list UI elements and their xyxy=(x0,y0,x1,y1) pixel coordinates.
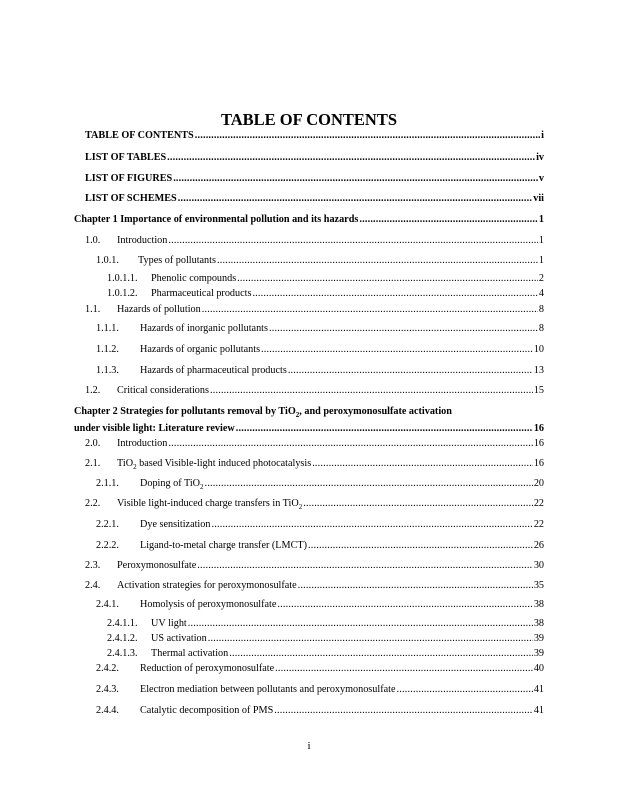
toc-entry[interactable]: 2.4. Activation strategies for peroxymonosulfate ..... 35 xyxy=(85,580,544,592)
toc-entry[interactable]: 2.4.3. Electron mediation between pollutants and peroxymonosulfate ..... 41 xyxy=(96,684,544,696)
toc-entry[interactable]: 1.1.1. Hazards of inorganic pollutants ..... 8 xyxy=(96,323,544,335)
toc-chapter-2[interactable] xyxy=(74,406,544,435)
toc-entry[interactable]: 2.2.2. Ligand-to-metal charge transfer (LMCT) ..... 26 xyxy=(96,540,544,552)
toc-entry[interactable]: 2.2. Visible light-induced charge transfers in TiO$_2$ ..... 22 xyxy=(85,498,544,510)
toc-entry[interactable]: 2.0. Introduction ..... 16 xyxy=(85,438,544,450)
toc-entry[interactable]: 1.0.1.2. Pharmaceutical products ..... 4 xyxy=(107,288,544,300)
toc-entry[interactable]: 2.2.1. Dye sensitization ..... 22 xyxy=(96,519,544,531)
toc-entry[interactable]: LIST OF TABLES ..... iv xyxy=(85,152,544,164)
toc-entry[interactable]: 2.4.1.3. Thermal activation ..... 39 xyxy=(107,648,544,660)
toc-entry[interactable]: 1.1. Hazards of pollution ..... 8 xyxy=(85,304,544,316)
toc-chapter-1[interactable]: Chapter 1 Importance of environmental pollution and its hazards ..... 1 xyxy=(74,214,544,226)
toc-entry[interactable]: 2.4.4. Catalytic decomposition of PMS ..... 41 xyxy=(96,705,544,717)
toc-entry[interactable]: TABLE OF CONTENTS ..... i xyxy=(85,130,544,142)
toc-entry[interactable]: 1.0. Introduction ..... 1 xyxy=(85,235,544,247)
toc-entry[interactable]: 2.4.1.1. UV light ..... 38 xyxy=(107,618,544,630)
toc-entry[interactable]: 1.0.1. Types of pollutants ..... 1 xyxy=(96,255,544,267)
toc-entry[interactable]: 1.0.1.1. Phenolic compounds ..... 2 xyxy=(107,273,544,285)
toc-entry[interactable]: 2.4.1.2. US activation ..... 39 xyxy=(107,633,544,645)
chapter-2-line-1: Chapter 2 Strategies for pollutants removal by TiO$_2$, and peroxymonosulfate activation xyxy=(74,406,452,420)
toc-entry[interactable]: LIST OF SCHEMES ..... vii xyxy=(85,193,544,205)
toc-entry[interactable]: 1.2. Critical considerations ..... 15 xyxy=(85,385,544,397)
toc-entry[interactable]: 2.1. TiO$_2$ based Visible-light induced photocatalysis ..... 16 xyxy=(85,458,544,470)
chapter-2-line-2: under visible light: Literature review ..... 16 xyxy=(74,423,544,435)
toc-entry[interactable]: 1.1.2. Hazards of organic pollutants ..... 10 xyxy=(96,344,544,356)
page-number: i xyxy=(307,740,311,752)
toc-entry[interactable]: 2.3. Peroxymonosulfate ..... 30 xyxy=(85,560,544,572)
toc-entry[interactable]: LIST OF FIGURES ..... v xyxy=(85,173,544,185)
toc-entry[interactable]: 2.1.1. Doping of TiO$_2$ ..... 20 xyxy=(96,478,544,490)
page-title: TABLE OF CONTENTS xyxy=(220,110,398,129)
toc-entry[interactable]: 2.4.1. Homolysis of peroxymonosulfate ..... 38 xyxy=(96,599,544,611)
toc-entry[interactable]: 1.1.3. Hazards of pharmaceutical products ..... 13 xyxy=(96,365,544,377)
toc-entry[interactable]: 2.4.2. Reduction of peroxymonosulfate ..... 40 xyxy=(96,663,544,675)
